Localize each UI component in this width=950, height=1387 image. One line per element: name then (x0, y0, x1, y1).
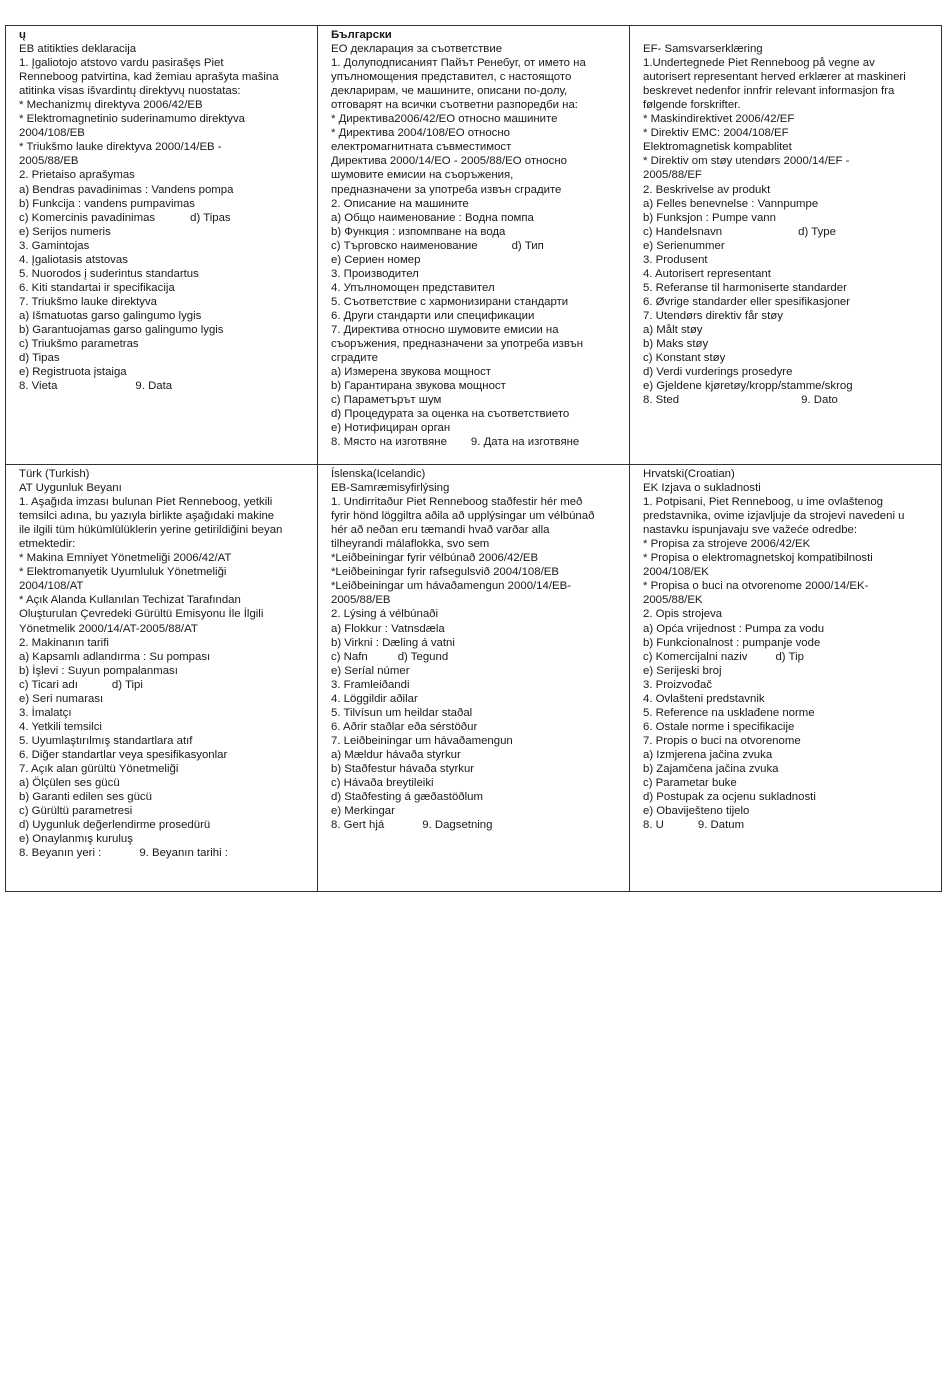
text-line: шумовите емисии на съоръжения, (331, 169, 514, 182)
text-line: 5. Reference na usklađene norme (643, 706, 815, 719)
text-line: *Leiðbeiningar um hávaðamengun 2000/14/EB- (331, 580, 572, 593)
text-line: а) Общо наименование : Водна помпа (331, 211, 534, 224)
text-line-pair (643, 393, 935, 407)
field-label: 8. U (643, 819, 664, 832)
text-line: упълномощения представител, с настоящото (331, 71, 572, 84)
text-line: Yönetmelik 2000/14/AT-2005/88/AT (19, 622, 198, 635)
field-label: c) Komercijalni naziv (643, 650, 748, 663)
field-label: 8. Gert hjá (331, 819, 385, 832)
field-label: c) Търговско наименование (331, 239, 478, 252)
text-line: a) Išmatuotas garso galingumo lygis (19, 309, 202, 322)
text-line: 5. Nuorodos į suderintus standartus (19, 267, 199, 280)
text-line: 3. Gamintojas (19, 239, 90, 252)
text-line: 2004/108/EK (643, 566, 709, 579)
cell-icelandic (318, 465, 630, 892)
text-line: 1. Долуподписаният Пайът Ренебуг, от името на (331, 57, 586, 70)
text-line: predstavnika, ovime izjavljuje da strojevi navedeni u (643, 510, 905, 523)
text-line-pair (643, 818, 935, 832)
text-line: a) Mældur hávaða styrkur (331, 748, 461, 761)
text-line: 2005/88/EK (643, 594, 703, 607)
declaration-table (5, 25, 942, 892)
text-line: * Propisa o elektromagnetskoj kompatibilnosti (643, 552, 873, 565)
field-label: c) Nafn (331, 650, 368, 663)
text-line: e) Gjeldene kjøretøy/kropp/stamme/skrog (643, 380, 853, 393)
text-line: предназначени за употреба извън сградите (331, 183, 562, 196)
text-line: Hrvatski(Croatian) (643, 468, 735, 480)
text-line: e) Serijos numeris (19, 225, 111, 238)
text-line: d) Tipas (19, 352, 60, 365)
text-line: * Propisa o buci na otvorenome 2000/14/EK- (643, 580, 869, 593)
text-line: beskrevet nedenfor innfrir relevant informasjon fra (643, 85, 895, 98)
text-line: 2005/88/EB (19, 155, 79, 168)
text-line: ЕО декларация за съответствие (331, 43, 503, 56)
text-line: d) Процедурата за оценка на съответствието (331, 408, 570, 421)
text-line: * Elektromanyetik Uyumluluk Yönetmeliği (19, 566, 227, 579)
field-label: 9. Datum (697, 819, 745, 832)
text-line: 1.Undertegnede Piet Renneboog på vegne av (643, 57, 875, 70)
text-line-pair (331, 239, 623, 253)
field-label: 9. Дата на изготвяне (470, 436, 580, 449)
cell-bulgarian (318, 26, 630, 465)
cell-croatian (630, 465, 942, 892)
section-heading: ų (19, 29, 26, 41)
text-line: c) Parametar buke (643, 777, 737, 790)
text-line: * Maskindirektivet 2006/42/EF (643, 113, 795, 126)
text-line: * Директива2006/42/ЕО относно машините (331, 113, 558, 126)
text-line: 6. Øvrige standarder eller spesifikasjoner (643, 295, 851, 308)
text-line: EK Izjava o sukladnosti (643, 482, 761, 495)
text-line: 7. Propis o buci na otvorenome (643, 734, 801, 747)
text-line: e) Seri numarası (19, 692, 104, 705)
field-label: d) Tipas (190, 211, 231, 224)
text-line: 6. Други стандарти или спецификации (331, 309, 535, 322)
text-line: 4. Löggildir aðilar (331, 692, 418, 705)
text-line: 4. Įgaliotasis atstovas (19, 253, 128, 266)
text-line: * Mechanizmų direktyva 2006/42/EB (19, 99, 203, 112)
text-line: 6. Kiti standartai ir specifikacija (19, 281, 175, 294)
text-line: AT Uygunluk Beyanı (19, 482, 122, 495)
text-line: * Elektromagnetinio suderinamumo direktyva (19, 113, 246, 126)
text-line: 5. Referanse til harmoniserte standarder (643, 281, 847, 294)
text-line: 6. Ostale norme i specifikacije (643, 720, 795, 733)
cell-norwegian (630, 26, 942, 465)
text-line: отговарят на всички съответни разпоредби на: (331, 99, 578, 112)
text-line: 1. Potpisani, Piet Renneboog, u ime ovlaštenog (643, 496, 883, 509)
text-line: b) Staðfestur hávaða styrkur (331, 762, 475, 775)
text-line: * Direktiv EMC: 2004/108/EF (643, 127, 789, 140)
cell-turkish (6, 465, 318, 892)
text-line: 7. Triukšmo lauke direktyva (19, 295, 158, 308)
text-line-pair (331, 435, 623, 449)
text-line: a) Kapsamlı adlandırma : Su pompası (19, 650, 211, 663)
text-line: b) Функция : изпомпване на вода (331, 225, 506, 238)
text-line: a) Opća vrijednost : Pumpa za vodu (643, 622, 825, 635)
text-line: 2. Opis strojeva (643, 608, 723, 621)
text-line: 1. Aşağıda imzası bulunan Piet Renneboog, yetkili (19, 496, 273, 509)
text-line-pair (331, 818, 623, 832)
text-line-pair (643, 650, 935, 664)
text-line: * Propisa za strojeve 2006/42/EK (643, 538, 811, 551)
text-line-pair (19, 846, 311, 860)
text-line: autorisert representant herved erklærer at maskineri (643, 71, 906, 84)
text-line: b) Funkcionalnost : pumpanje vode (643, 636, 821, 649)
text-line: EF- Samsvarserklæring (643, 43, 763, 56)
text-line: e) Serijeski broj (643, 664, 722, 677)
text-line: 2004/108/EB (19, 127, 85, 140)
field-label: 9. Dagsetning (422, 819, 493, 832)
field-label: d) Type (798, 225, 836, 238)
text-line: * Makina Emniyet Yönetmeliği 2006/42/AT (19, 552, 232, 565)
text-line: b) Гарантирана звукова мощност (331, 380, 506, 393)
text-line: 3. Proizvođač (643, 678, 713, 691)
text-line: b) Garantuojamas garso galingumo lygis (19, 323, 224, 336)
field-label: d) Tipi (111, 678, 143, 691)
text-line: *Leiðbeiningar fyrir vélbúnað 2006/42/EB (331, 552, 539, 565)
field-label: d) Tip (775, 650, 804, 663)
text-line: Renneboog patvirtina, kad žemiau aprašyta mašina (19, 71, 279, 84)
text-line: d) Verdi vurderings prosedyre (643, 366, 793, 379)
text-line: e) Registruota įstaiga (19, 366, 127, 379)
text-line: 2005/88/EB (331, 594, 391, 607)
text-line: a) Flokkur : Vatnsdæla (331, 622, 445, 635)
text-line: Türk (Turkish) (19, 468, 90, 480)
text-line: temsilci adına, bu yazıyla birlikte aşağıdaki makine (19, 510, 275, 523)
text-line: e) Merkingar (331, 805, 395, 818)
text-line: * Açık Alanda Kullanılan Techizat Tarafından (19, 594, 241, 607)
text-line: 5. Съответствие с хармонизирани стандарти (331, 295, 569, 308)
text-line: e) Нотифициран орган (331, 422, 451, 435)
table-row (6, 465, 942, 892)
text-line: fyrir hönd löggiltra aðila að upplýsingar um vélbúnað (331, 510, 595, 523)
field-label: d) Тип (511, 239, 544, 252)
field-label: 8. Beyanın yeri : (19, 847, 102, 860)
field-label: 8. Vieta (19, 380, 58, 393)
text-line-pair (331, 650, 623, 664)
field-label: 8. Sted (643, 394, 680, 407)
text-line: 3. İmalatçı (19, 706, 72, 719)
text-line: 6. Aðrir staðlar eða sérstöður (331, 720, 478, 733)
text-line: b) Funksjon : Pumpe vann (643, 211, 776, 224)
text-line-pair (19, 379, 311, 393)
text-line: e) Сериен номер (331, 253, 421, 266)
text-line: EB atitikties deklaracija (19, 43, 137, 56)
text-line: 7. Utendørs direktiv får støy (643, 309, 783, 322)
text-line: 3. Производител (331, 267, 419, 280)
text-line: c) Triukšmo parametras (19, 338, 139, 351)
table-row (6, 26, 942, 465)
field-label: 9. Beyanın tarihi : (139, 847, 228, 860)
text-line: * Директива 2004/108/ЕО относно (331, 127, 511, 140)
text-line: сградите (331, 352, 378, 365)
text-line: 5. Uyumlaştırılmış standartlara atıf (19, 734, 193, 747)
text-line: atitinka visas išvardintų direktyvų nuostatas: (19, 85, 241, 98)
text-line: a) Izmjerena jačina zvuka (643, 748, 773, 761)
text-line: 7. Leiðbeiningar um hávaðamengun (331, 734, 513, 747)
text-line: e) Serienummer (643, 239, 725, 252)
text-line: 1. Įgaliotojo atstovo vardu pasirašęs Piet (19, 57, 224, 70)
text-line: 2. Описание на машините (331, 197, 469, 210)
text-line: 4. Autorisert representant (643, 267, 771, 280)
field-label: 9. Dato (801, 394, 838, 407)
text-line: 2. Beskrivelse av produkt (643, 183, 771, 196)
text-line: 3. Produsent (643, 253, 708, 266)
text-line: декларирам, че машините, описани по-долу, (331, 85, 568, 98)
text-line: * Direktiv om støy utendørs 2000/14/EF - (643, 155, 850, 168)
text-line: съоръжения, предназначени за употреба извън (331, 338, 583, 351)
text-line: c) Параметърът шум (331, 394, 442, 407)
text-line: 6. Diğer standartlar veya spesifikasyonlar (19, 748, 228, 761)
text-line: * Triukšmo lauke direktyva 2000/14/EB - (19, 141, 222, 154)
text-line: a) Målt støy (643, 323, 703, 336)
text-line: tilheyrandi málaflokka, svo sem (331, 538, 490, 551)
text-line: 2005/88/EF (643, 169, 702, 182)
text-line: 2. Prietaiso aprašymas (19, 169, 135, 182)
text-line: d) Uygunluk değerlendirme prosedürü (19, 819, 211, 832)
text-line: 2. Lýsing á vélbúnaði (331, 608, 439, 621)
text-line: Elektromagnetisk kompablitet (643, 141, 792, 154)
text-line: d) Staðfesting á gæðastöðlum (331, 791, 483, 804)
text-line: 2. Makinanın tarifi (19, 636, 109, 649)
text-line: *Leiðbeiningar fyrir rafsegulsvið 2004/108/EB (331, 566, 559, 579)
text-line: 7. Директива относно шумовите емисии на (331, 323, 559, 336)
text-line: e) Seríal númer (331, 664, 410, 677)
text-line: 4. Упълномощен представител (331, 281, 495, 294)
text-line: b) Maks støy (643, 338, 709, 351)
text-line: Oluşturulan Çevredeki Gürültü Emisyonu İle İlgili (19, 608, 264, 621)
text-line: hér að neðan eru tæmandi hvað varðar alla (331, 524, 550, 537)
text-line: a) Felles benevnelse : Vannpumpe (643, 197, 819, 210)
field-label: 9. Data (135, 380, 173, 393)
text-line: d) Postupak za ocjenu sukladnosti (643, 791, 816, 804)
text-line: b) Funkcija : vandens pumpavimas (19, 197, 196, 210)
text-line: Íslenska(Icelandic) (331, 468, 426, 480)
text-line: 4. Yetkili temsilci (19, 720, 102, 733)
text-line: а) Измерена звукова мощност (331, 366, 491, 379)
text-line: ile ilgili tüm hükümlülüklerin yerine getirildiğini beyan (19, 524, 283, 537)
field-label: c) Handelsnavn (643, 225, 723, 238)
text-line: EB-Samræmisyfirlýsing (331, 482, 450, 495)
text-line: b) Garanti edilen ses gücü (19, 791, 152, 804)
text-line: 7. Açık alan gürültü Yönetmeliği (19, 762, 179, 775)
text-line: 2004/108/AT (19, 580, 84, 593)
text-line: a) Bendras pavadinimas : Vandens pompa (19, 183, 234, 196)
text-line: b) İşlevi : Suyun pompalanması (19, 664, 178, 677)
text-line: nastavku ispunjavaju sve važeće odredbe: (643, 524, 858, 537)
text-line (643, 28, 935, 42)
text-line: b) Virkni : Dæling á vatni (331, 636, 455, 649)
text-line: 4. Ovlašteni predstavnik (643, 692, 765, 705)
text-line: b) Zajamčena jačina zvuka (643, 762, 779, 775)
text-line: e) Obaviješteno tijelo (643, 805, 750, 818)
text-line-pair (19, 211, 311, 225)
text-line: 3. Framleiðandi (331, 678, 410, 691)
text-line: c) Gürültü parametresi (19, 805, 133, 818)
text-line: 5. Tilvísun um heildar staðal (331, 706, 473, 719)
text-line-pair (19, 678, 311, 692)
text-line: Директива 2000/14/ЕО - 2005/88/ЕО относно (331, 155, 567, 168)
text-line: c) Hávaða breytileiki (331, 777, 434, 790)
text-line: c) Konstant støy (643, 352, 726, 365)
text-line: e) Onaylanmış kuruluş (19, 833, 133, 846)
section-heading: Български (331, 29, 392, 41)
field-label: c) Komercinis pavadinimas (19, 211, 156, 224)
text-line: 1. Undirritaður Piet Renneboog staðfestir hér með (331, 496, 583, 509)
text-line: електромагнитната съвместимост (331, 141, 512, 154)
field-label: c) Ticari adı (19, 678, 78, 691)
field-label: d) Tegund (397, 650, 449, 663)
text-line: følgende forskrifter. (643, 99, 741, 112)
field-label: 8. Място на изготвяне (331, 436, 447, 449)
text-line-pair (643, 225, 935, 239)
cell-lithuanian (6, 26, 318, 465)
text-line: etmektedir: (19, 538, 76, 551)
text-line: a) Ölçülen ses gücü (19, 777, 120, 790)
